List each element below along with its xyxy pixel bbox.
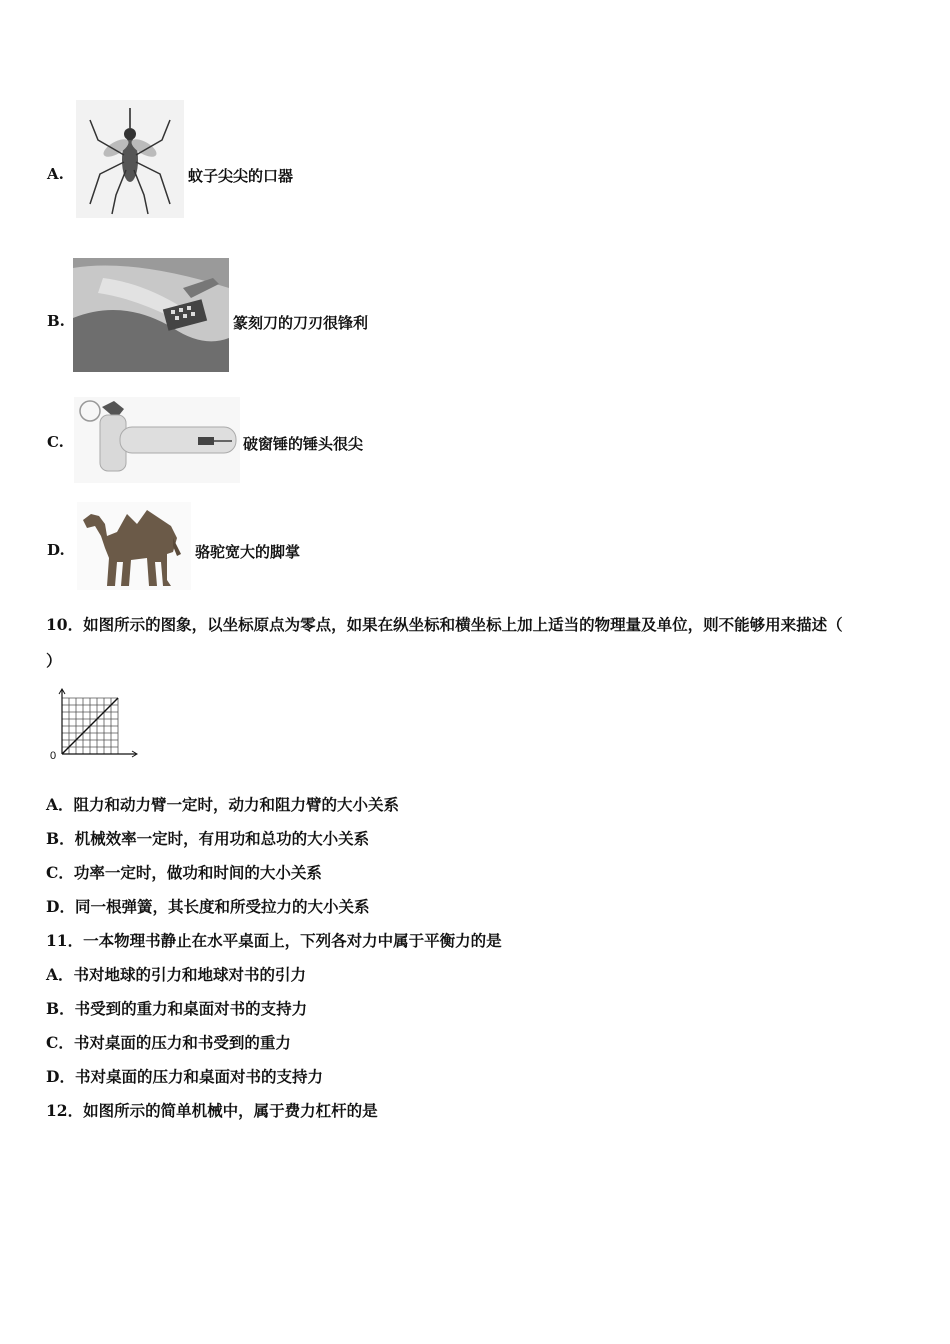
window-hammer-image <box>74 397 240 483</box>
q10-option-c: C．功率一定时，做功和时间的大小关系 <box>46 863 322 882</box>
q11-option-d: D．书对桌面的压力和桌面对书的支持力 <box>46 1067 323 1086</box>
q10-option-a: A．阻力和动力臂一定时，动力和阻力臂的大小关系 <box>46 795 400 814</box>
camel-image <box>77 502 191 590</box>
q11-option-c: C．书对桌面的压力和书受到的重力 <box>46 1033 291 1052</box>
option-b-letter: B. <box>47 312 65 330</box>
option-d-caption: 骆驼宽大的脚掌 <box>195 543 301 561</box>
q10-graph <box>48 688 140 766</box>
option-a-caption: 蚊子尖尖的口器 <box>188 167 294 185</box>
q11-option-b: B．书受到的重力和桌面对书的支持力 <box>46 999 308 1018</box>
q10-option-b: B．机械效率一定时，有用功和总功的大小关系 <box>46 829 370 848</box>
option-b-caption: 篆刻刀的刀刃很锋利 <box>233 314 369 332</box>
q10-stem-line2: ） <box>46 651 62 670</box>
q10-option-d: D．同一根弹簧，其长度和所受拉力的大小关系 <box>46 897 370 916</box>
q11-stem: 11．一本物理书静止在水平桌面上，下列各对力中属于平衡力的是 <box>46 931 502 950</box>
mosquito-image <box>76 100 184 218</box>
q12-stem: 12．如图所示的简单机械中，属于费力杠杆的是 <box>46 1101 378 1120</box>
q10-graph-origin-label: 0 <box>50 750 57 762</box>
option-a-letter: A. <box>47 165 64 183</box>
option-d-letter: D. <box>47 541 65 559</box>
option-c-letter: C. <box>47 433 64 451</box>
carving-knife-image <box>73 258 229 372</box>
q11-option-a: A．书对地球的引力和地球对书的引力 <box>46 965 307 984</box>
option-c-caption: 破窗锤的锤头很尖 <box>243 435 364 453</box>
q10-stem-line1: 10．如图所示的图象，以坐标原点为零点，如果在纵坐标和横坐标上加上适当的物理量及单位，则不能够用来描述（ <box>46 615 843 634</box>
